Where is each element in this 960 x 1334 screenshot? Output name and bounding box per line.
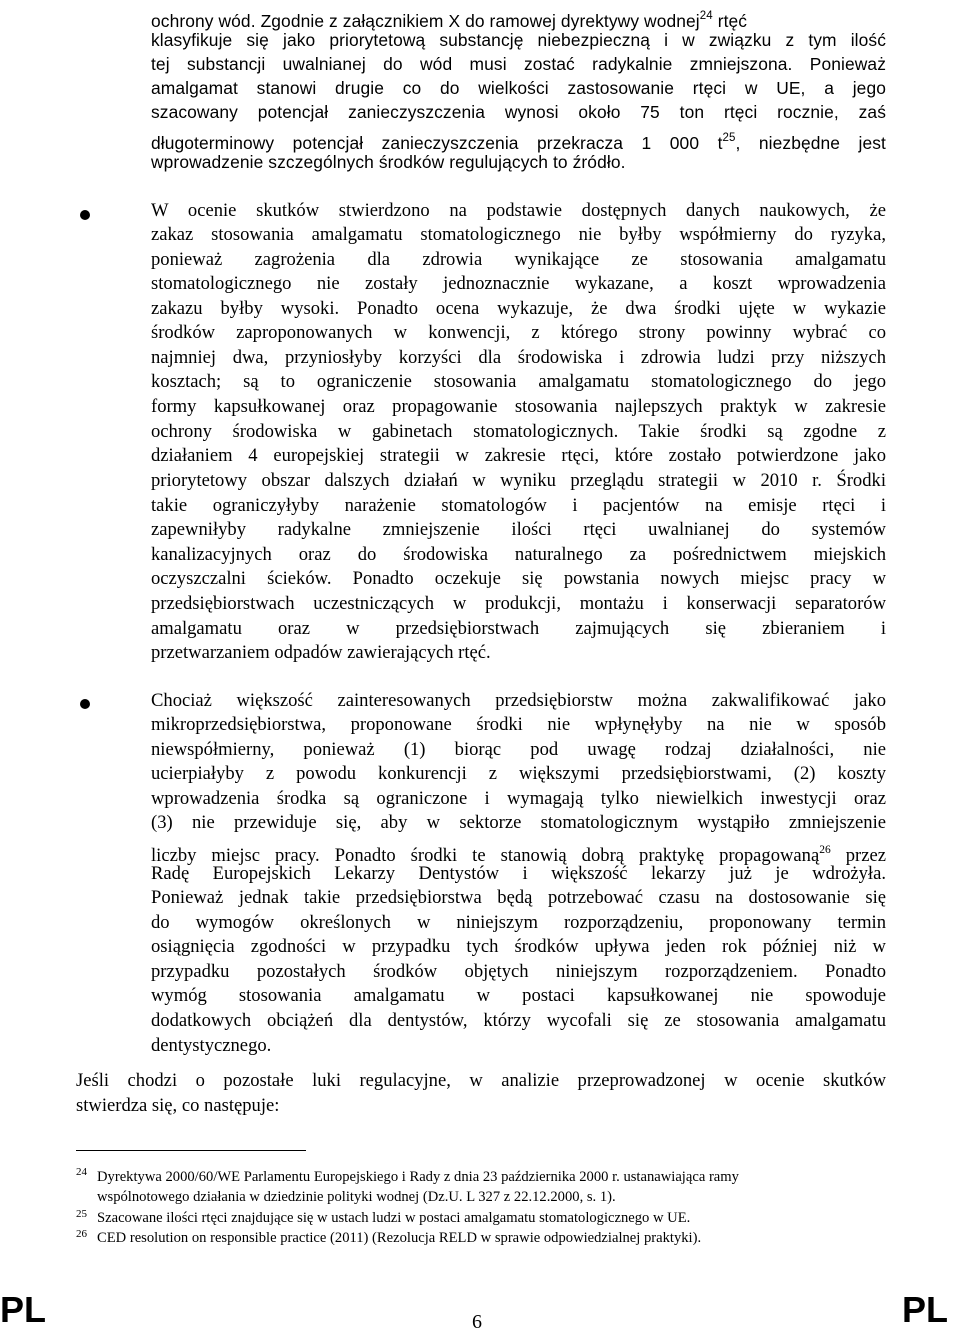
text-line: takie ograniczyłyby narażenie stomatologów i pacjentów na emisje rtęci i xyxy=(151,495,886,516)
text-line: zapewniłyby radykalne zmniejszenie ilości rtęci uwalnianej do systemów xyxy=(151,519,886,540)
text-line: długoterminowy potencjał zanieczyszczenia przekracza 1 000 $t^{25}$, niezbędne jest xyxy=(151,132,886,153)
text-line: amalgamat stanowi drugie co do wielkości zastosowanie rtęci w UE, a jego xyxy=(151,78,886,98)
bullet-marker xyxy=(80,210,90,220)
text-line: zakaz stosowania amalgamatu stomatologicznego nie byłby współmierny do ryzyka, xyxy=(151,224,886,245)
text-line: mikroprzedsiębiorstwa, proponowane środki nie wpłynęłyby na nie w sposób xyxy=(151,714,886,735)
footnote-ref-24[interactable]: 24 xyxy=(699,10,713,22)
text-line: do wymogów określonych w niniejszym rozporządzeniu, proponowany termin xyxy=(151,912,886,933)
text-line: tej substancji uwalnianej do wód musi zostać radykalnie zmniejszona. Ponieważ xyxy=(151,54,886,74)
footnote-text: Szacowane ilości rtęci znajdujące się w ustach ludzi w postaci amalgamatu stomatologicznego w UE. xyxy=(97,1210,691,1226)
text-line: priorytetowy obszar dalszych działań w wyniku przeglądu strategii w 2010 r. Środki xyxy=(151,470,886,491)
text-line: ucierpiałyby z powodu konkurencji z większymi przedsiębiorstwami, (2) koszty xyxy=(151,763,886,784)
footer-language-label-right: PL xyxy=(902,1289,949,1330)
text-line: dentystycznego. xyxy=(151,1035,272,1056)
text-line: liczby miejsc pracy. Ponadto środki te stanowią dobrą praktykę propagowaną$^{26}$ przez xyxy=(151,844,886,866)
text-line: ochrony środowiska w gabinetach stomatologicznych. Takie środki są zgodne z xyxy=(151,421,886,442)
text-line: stwierdza się, co następuje: xyxy=(76,1095,280,1116)
text-line: zakazu byłby wysoki. Ponadto ocena wykazuje, że dwa środki ujęte w wykazie xyxy=(151,298,886,319)
text-line: Jeśli chodzi o pozostałe luki regulacyjne, w analizie przeprowadzonej w ocenie skutków xyxy=(76,1070,886,1091)
text-line: przedsiębiorstwach uczestniczących w produkcji, montażu i konserwacji separatorów xyxy=(151,593,886,614)
text-line: amalgamatu oraz w przedsiębiorstwach zajmujących się zbieraniem i xyxy=(151,618,886,639)
text-line: wymóg stosowania amalgamatu w postaci kapsułkowanej nie spowoduje xyxy=(151,985,886,1006)
text-line: przypadku pozostałych środków objętych niniejszym rozporządzeniem. Ponadto xyxy=(151,961,886,982)
text-line: dodatkowych obciążeń dla dentystów, którzy wycofali się ze stosowania amalgamatu xyxy=(151,1010,886,1031)
text-line: oczyszczalni ścieków. Ponadto oczekuje się powstania nowych miejsc pracy w xyxy=(151,568,886,589)
footnote-separator xyxy=(76,1150,306,1151)
text-line: W ocenie skutków stwierdzono na podstawie dostępnych danych naukowych, że xyxy=(151,200,886,221)
text-line: Chociaż większość zainteresowanych przedsiębiorstw można zakwalifikować jako xyxy=(151,690,886,711)
text-line: formy kapsułkowanej oraz propagowanie stosowania najlepszych praktyk w zakresie xyxy=(151,396,886,417)
text-line: kosztach; są to ograniczenie stosowania amalgamatu stomatologicznego do jego xyxy=(151,371,886,392)
text-line: kanalizacyjnych oraz do środowiska naturalnego za pośrednictwem miejskich xyxy=(151,544,886,565)
footnote-ref-25[interactable]: 25 xyxy=(722,132,736,144)
bullet-marker xyxy=(80,699,90,709)
text-line: niewspółmierny, ponieważ (1) biorąc pod uwagę rodzaj działalności, nie xyxy=(151,739,886,760)
text-line: działaniem 4 europejskiej strategii w zakresie rtęci, które zostało potwierdzone jako xyxy=(151,445,886,466)
footnote-number: 25 xyxy=(76,1208,87,1220)
text-line: wprowadzenie szczególnych środków regulujących to źródło. xyxy=(151,152,626,172)
footnote-text: Dyrektywa 2000/60/WE Parlamentu Europejskiego i Rady z dnia 23 października 2000 r. ustanawiająca ramy xyxy=(97,1169,739,1185)
text-line: ochrony wód. Zgodnie z załącznikiem X do ramowej dyrektywy wodnej$^{24}$ rtęć xyxy=(151,10,748,31)
text-line: środków zaproponowanych w konwencji, z którego strony powinny wybrać co xyxy=(151,322,886,343)
text-line: ponieważ zagrożenia dla zdrowia wynikające ze stosowania amalgamatu xyxy=(151,249,886,270)
text-line: przetwarzaniem odpadów zawierających rtęć. xyxy=(151,642,491,663)
text-line: wprowadzenia środka są ograniczone i wymagają tylko niewielkich inwestycji oraz xyxy=(151,788,886,809)
footnote-number: 24 xyxy=(76,1166,87,1178)
footnote-number: 26 xyxy=(76,1228,87,1240)
footnote-text: wspólnotowego działania w dziedzinie polityki wodnej (Dz.U. L 327 z 22.12.2000, s. 1). xyxy=(97,1189,616,1205)
text-line: Radę Europejskich Lekarzy Dentystów i większość lekarzy już je wdrożyła. xyxy=(151,863,886,884)
text-line: Ponieważ jednak takie przedsiębiorstwa będą potrzebować czasu na dostosowanie się xyxy=(151,887,886,908)
text-line: stomatologicznego nie zostały jednoznacznie wykazane, a koszt wprowadzenia xyxy=(151,273,886,294)
text-line: klasyfikuje się jako priorytetową substancję niebezpieczną i w związku z tym ilość xyxy=(151,30,886,50)
footnote-ref-26[interactable]: 26 xyxy=(819,844,831,856)
footer-language-label-left: PL xyxy=(0,1289,47,1330)
text-line: (3) nie przewiduje się, aby w sektorze stomatologicznym wystąpiło zmniejszenie xyxy=(151,812,886,833)
footnote-text: CED resolution on responsible practice (2011) (Rezolucja RELD w sprawie odpowiedzialnej praktyki). xyxy=(97,1230,702,1246)
text-line: osiągnięcia zgodności w przypadku tych środków upływa jeden rok później niż w xyxy=(151,936,886,957)
page-number: 6 xyxy=(472,1311,482,1333)
text-line: szacowany potencjał zanieczyszczenia wynosi około 75 ton rtęci rocznie, zaś xyxy=(151,102,886,122)
text-line: najmniej dwa, przyniosłyby korzyści dla środowiska i zdrowia ludzi przy niższych xyxy=(151,347,886,368)
